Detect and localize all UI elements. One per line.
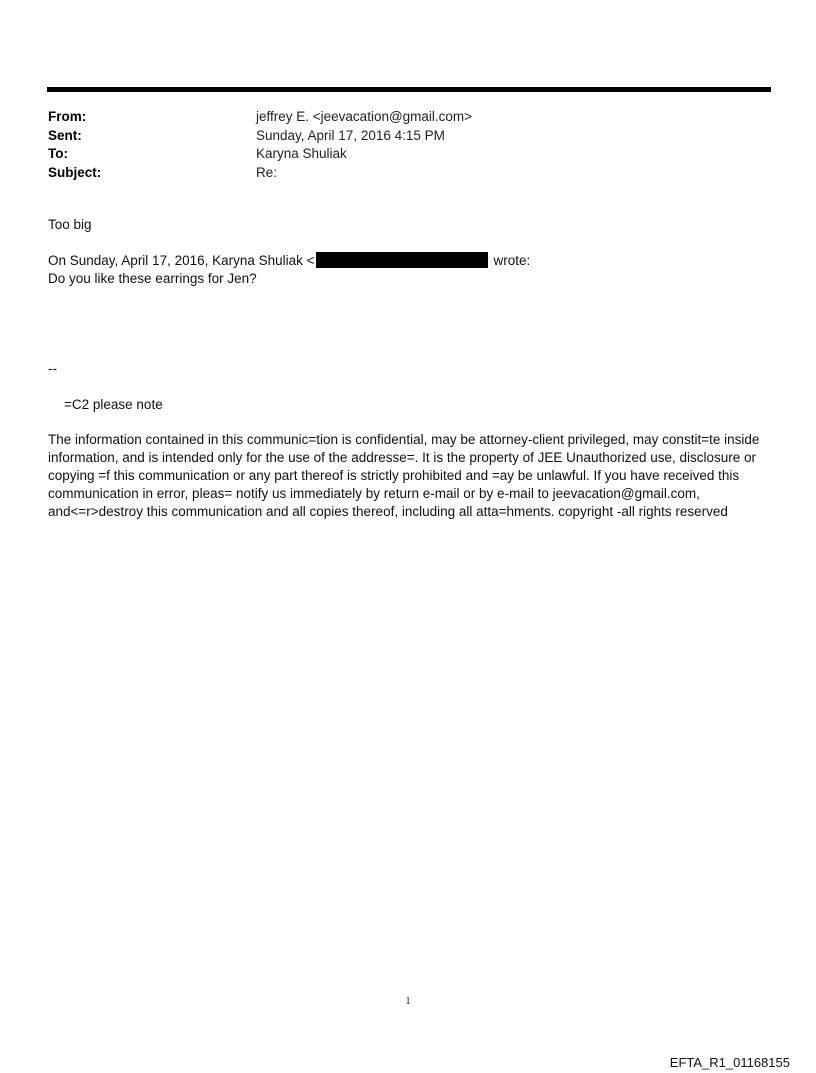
sent-value: Sunday, April 17, 2016 4:15 PM [256,127,445,143]
to-row [48,145,768,164]
header-divider [47,87,771,92]
from-label: From: [48,109,87,124]
sent-label: Sent: [48,127,82,143]
to-label: To: [48,146,68,161]
signature-note: =C2 please note [64,397,163,412]
sent-row [48,127,768,146]
from-row [48,108,768,127]
quoted-intro [48,252,773,270]
bates-number: EFTA_R1_01168155 [669,1055,790,1070]
quoted-message: Do you like these earrings for Jen? [48,271,257,286]
signature-separator: -- [48,361,57,376]
redaction-block [316,252,488,268]
subject-row [48,164,768,183]
email-header [48,108,768,182]
quoted-intro-start: On Sunday, April 17, 2016, Karyna Shuliak < [48,253,315,268]
subject-label: Subject: [48,164,102,180]
confidentiality-disclaimer: The information contained in this communic=tion is confidential, may be attorney-client privileged, may constit=te inside information, and is intended only for the use of the addresse=. It is the property of JEE Unauthorized use, disclosure or copying =f this communication or any part thereof is strictly prohibited and =ay be unlawful. If you have received this communication in error, pleas= notify us immediately by return e-mail or by e-mail to jeevacation@gmail.com, and<=r>destroy this communication and all copies thereof, including all atta=hments. copyright -all rights reserved [48,432,760,519]
from-value: jeffrey E. <jeevacation@gmail.com> [256,109,473,124]
subject-value: Re: [256,164,278,180]
to-value: Karyna Shuliak [256,146,347,161]
page-number: 1 [405,995,411,1007]
reply-text: Too big [48,217,92,232]
quoted-intro-end: wrote: [493,253,531,268]
